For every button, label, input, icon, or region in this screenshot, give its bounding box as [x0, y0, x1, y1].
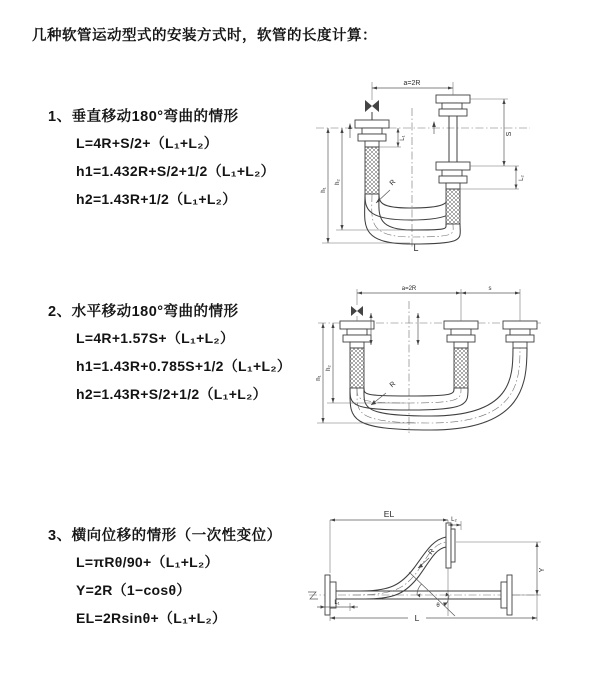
dim-label-s: S — [506, 131, 513, 137]
dim-label-s: s — [488, 286, 492, 292]
dim-label-y: Y — [539, 567, 546, 573]
hose-s-curve — [353, 537, 446, 599]
formula-line: h2=1.43R+S/2+1/2（L₁+L₂） — [76, 386, 267, 402]
dimension-labels — [334, 509, 546, 623]
left-pipe-assembly — [340, 321, 374, 388]
page-title: 几种软管运动型式的安装方式时，软管的长度计算： — [32, 28, 377, 44]
formula-line: h1=1.43R+0.785S+1/2（L₁+L₂） — [76, 358, 292, 374]
section-3-heading: 3、横向位移的情形（一次性变位） — [48, 528, 282, 544]
dim-label-l2: L₂ — [451, 517, 457, 523]
formula-line: Y=2R（1−cosθ） — [76, 582, 191, 598]
dim-label-el: EL — [383, 509, 395, 519]
dim-label-h2: h₂ — [326, 365, 332, 371]
dim-label-l2: L₂ — [519, 175, 525, 181]
hose-curves — [350, 348, 527, 430]
section-lateral-displacement — [48, 524, 348, 634]
diagram-vertical-180-bend — [308, 72, 548, 252]
formula-line: L=4R+S/2+（L₁+L₂） — [76, 135, 219, 151]
dim-label-r: R — [388, 380, 398, 390]
valve-icon — [351, 306, 363, 316]
formula-line: h1=1.432R+S/2+1/2（L₁+L₂） — [76, 163, 275, 179]
dim-label-h1: h₁ — [321, 187, 327, 193]
dim-label-l1: L₁ — [334, 600, 340, 606]
middle-pipe-assembly — [444, 321, 478, 388]
dimension-lines — [322, 82, 519, 243]
dim-label-l-bottom: L — [413, 243, 419, 252]
left-flange — [325, 575, 336, 615]
top-right-flange — [446, 523, 455, 568]
section-horizontal-180 — [48, 300, 348, 410]
formula-line: L=πRθ/90+（L₁+L₂） — [76, 554, 219, 570]
diagram-horizontal-180-bend — [316, 283, 556, 443]
diagram-lateral-displacement — [305, 508, 565, 628]
dim-label-h2: h₂ — [335, 179, 341, 185]
bottom-right-flange — [501, 575, 512, 615]
dimension-lines — [317, 289, 520, 423]
right-pipe-assembly — [503, 321, 537, 348]
break-symbol — [308, 592, 318, 599]
section-1-heading: 1、垂直移动180°弯曲的情形 — [48, 109, 239, 125]
dim-label-theta: θ — [436, 603, 440, 609]
left-pipe-assembly — [355, 112, 389, 194]
centerlines — [316, 108, 530, 248]
dim-label-r: R — [388, 178, 398, 188]
valve-icon — [365, 100, 379, 112]
formula-line: L=4R+1.57S+（L₁+L₂） — [76, 330, 235, 346]
section-vertical-180 — [48, 105, 348, 215]
dim-label-a2r: a=2R — [403, 80, 421, 87]
dim-label-h1: h₁ — [316, 375, 322, 381]
section-2-heading: 2、水平移动180°弯曲的情形 — [48, 304, 239, 320]
dim-label-a2r: a=2R — [401, 286, 417, 292]
formula-line: h2=1.43R+1/2（L₁+L₂） — [76, 191, 237, 207]
dim-label-r: R — [427, 547, 437, 557]
dim-label-l: L — [414, 613, 420, 623]
dim-label-l1: L₁ — [400, 135, 406, 141]
formula-line: EL=2Rsinθ+（L₁+L₂） — [76, 610, 227, 626]
